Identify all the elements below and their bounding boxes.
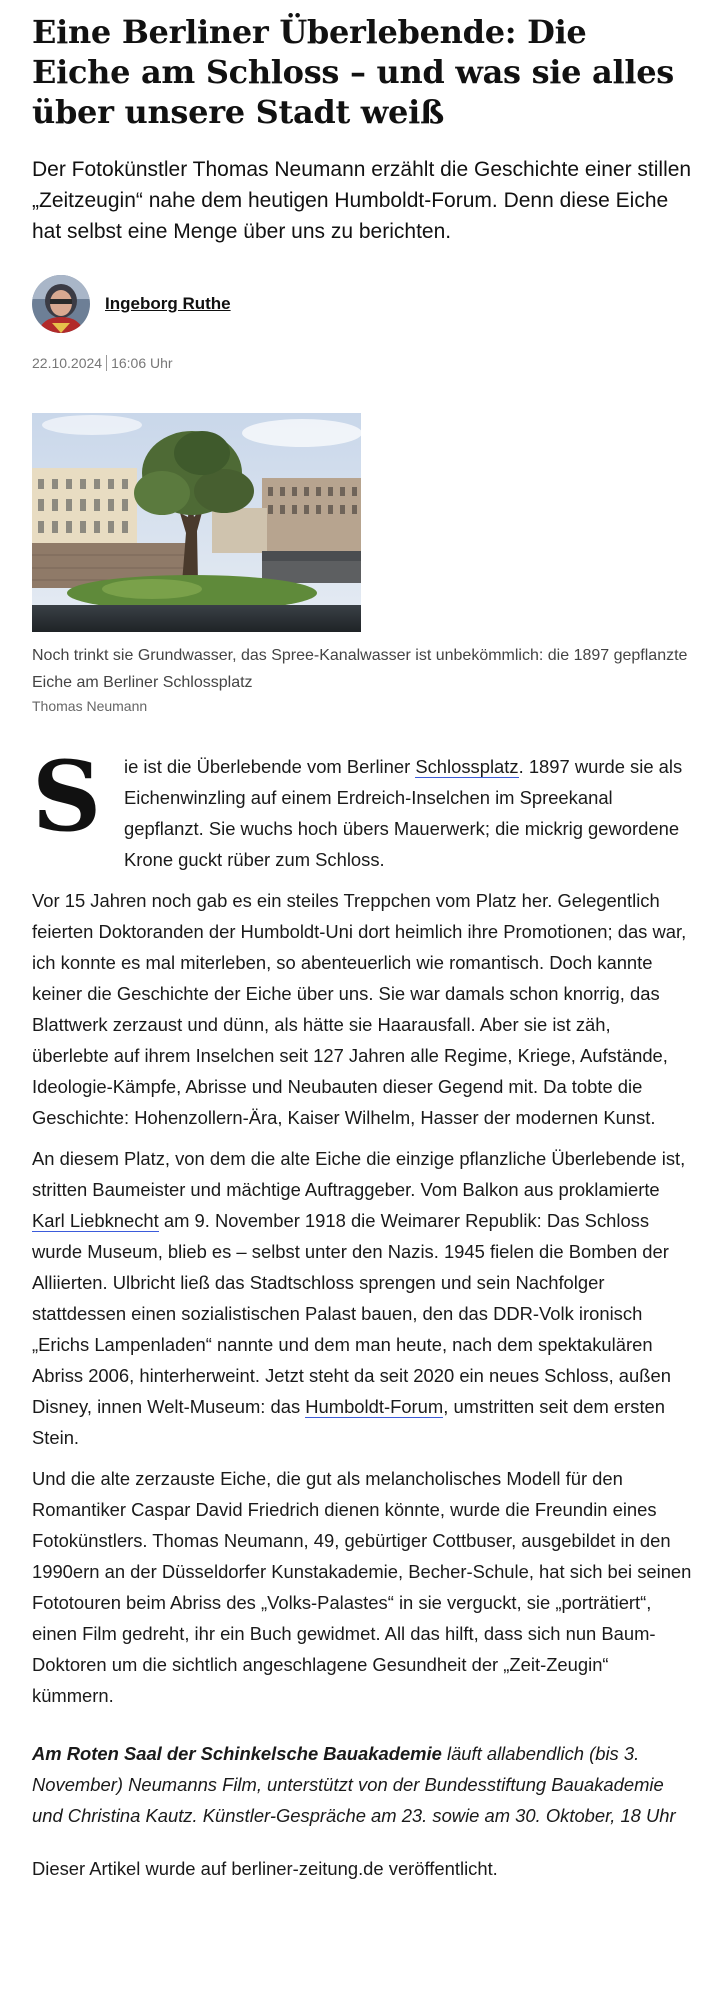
drop-cap: S (32, 740, 102, 853)
publish-date: 22.10.2024 (32, 355, 103, 371)
source-note: Dieser Artikel wurde auf berliner-zeitung.de veröffentlicht. (32, 1858, 498, 1879)
paragraph-3-part-c: , umstritten seit dem ersten Stein. (32, 1396, 666, 1448)
paragraph-4: Und die alte zerzauste Eiche, die gut als melancholisches Modell für den Romantiker Caspar David Friedrich dienen könnte, wurde die Freundin eines Fotokünstlers. Thomas Neumann, 49, gebürtiger Cottbuser, ausgebildet in den 1990ern an der Düsseldorfer Kunstakademie, Becher-Schule, hat sich bei seinen Fototouren beim Abriss des „Volks-Palastes“ in sie verguckt, sie „porträtiert“, einen Film gedreht, ihr ein Buch gewidmet. All das hilft, dass sich nun Baum-Doktoren um die sichtlich angeschlagene Gesundheit der „Zeit-Zeugin“ kümmern. (32, 1468, 692, 1706)
photo-credit: Thomas Neumann (32, 698, 148, 714)
publish-dateline (32, 355, 692, 373)
author-link[interactable]: Ingeborg Ruthe (105, 294, 231, 313)
publish-time: 16:06 Uhr (111, 355, 173, 371)
photo-caption: Noch trinkt sie Grundwasser, das Spree-Kanalwasser ist unbekömmlich: die 1897 gepflanzte Eiche am Berliner Schlossplatz (32, 647, 688, 691)
paragraph-2: Vor 15 Jahren noch gab es ein steiles Treppchen vom Platz her. Gelegentlich feierten Doktoranden der Humboldt-Uni dort heimlich ihre Promotionen; das war, ich konnte es mal miterleben, so abenteuerlich wie romantisch. Doch kannte keiner die Geschichte der Eiche über uns. Sie war damals schon knorrig, das Blattwerk zerzaust und dünn, als hätte sie Haarausfall. Aber sie ist zäh, überlebte auf ihrem Inselchen seit 127 Jahren alle Regime, Kriege, Aufstände, Ideologie-Kämpfe, Abrisse und Neubauten dieser Gegend mit. Da tobte die Geschichte: Hohenzollern-Ära, Kaiser Wilhelm, Hasser der modernen Kunst. (32, 890, 687, 1128)
paragraph-1-part-a: ie ist die Überlebende vom Berliner (124, 756, 416, 777)
date-divider (106, 355, 107, 371)
article-lead: Der Fotokünstler Thomas Neumann erzählt die Geschichte einer stillen „Zeitzeugin“ nahe dem heutigen Humboldt-Forum. Denn diese Eiche hat selbst eine Menge über uns zu berichten. (32, 158, 692, 243)
paragraph-1-text (124, 751, 692, 875)
event-venue: Am Roten Saal der Schinkelsche Bauakademie (32, 1743, 442, 1764)
paragraph-1 (32, 740, 692, 875)
link-humboldt-forum[interactable]: Humboldt-Forum (305, 1396, 444, 1417)
link-karl-liebknecht[interactable]: Karl Liebknecht (32, 1210, 159, 1231)
paragraph-1-part-b: . 1897 wurde sie als Eichenwinzling auf einem Erdreich-Inselchen im Spreekanal gepflanzt. Sie wuchs hoch übers Mauerwerk; die mickrig gewordene Krone guckt rüber zum Schloss. (124, 756, 683, 870)
article (32, 0, 692, 1902)
author-row (32, 275, 692, 333)
event-info (32, 1738, 692, 1831)
author-avatar[interactable] (32, 275, 90, 333)
paragraph-3-part-b: am 9. November 1918 die Weimarer Republik: Das Schloss wurde Museum, blieb es – selbst unter den Nazis. 1945 fielen die Bomben der Alliierten. Ulbricht ließ das Stadtschloss sprengen und sein Nachfolger stattdessen einen sozialistischen Palast bauen, den das DDR-Volk ironisch „Erichs Lampenladen“ nannte und dem man heute, nach dem spektakulären Abriss 2006, hinterherweint. Jetzt steht da seit 2020 ein neues Schloss, außen Disney, innen Welt-Museum: das (32, 1210, 671, 1417)
article-headline: Eine Berliner Überlebende: Die Eiche am Schloss – und was sie alles über unsere Stadt weiß (32, 13, 674, 131)
article-photo[interactable] (32, 413, 361, 632)
paragraph-3-part-a: An diesem Platz, von dem die alte Eiche die einzige pflanzliche Überlebende ist, stritten Baumeister und mächtige Auftraggeber. Vom Balkon aus proklamierte (32, 1148, 686, 1200)
link-schlossplatz[interactable]: Schlossplatz (415, 756, 519, 777)
event-details: läuft allabendlich (bis 3. November) Neumanns Film, unterstützt von der Bundesstiftung Bauakademie und Christina Kautz. Künstler-Gespräche am 23. sowie am 30. Oktober, 18 Uhr (32, 1743, 676, 1826)
paragraph-3 (32, 1143, 692, 1453)
